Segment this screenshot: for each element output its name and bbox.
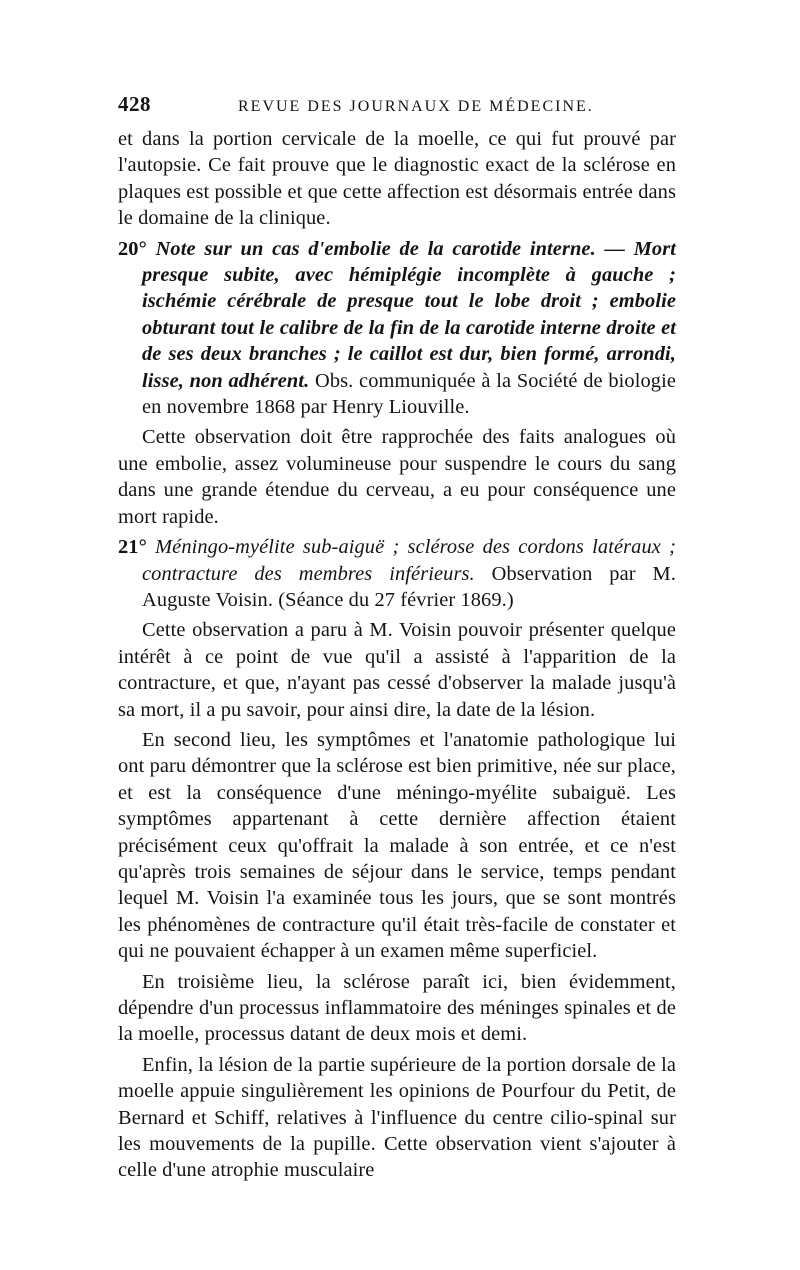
paragraph-final-point: Enfin, la lésion de la partie supérieure de la portion dorsale de la moelle appuie singulièrement les opinions de Pourfour du Petit, de Bernard et Schiff, relatives à l'influence du centre cilio-spinal sur les mouvements de la pupille. Cette observation vient s'ajouter à celle d'une atrophie musculaire — [118, 1053, 676, 1182]
entry-20 — [118, 236, 676, 421]
page-number: 428 — [118, 92, 151, 116]
entry-21-number: 21° — [118, 536, 147, 559]
paragraph-contracture-interest: Cette observation a paru à M. Voisin pouvoir présenter quelque intérêt à ce point de vue qu'il a assisté à l'apparition de la contracture, et que, n'ayant pas cessé d'observer la malade jusqu'à sa mort, il a pu savoir, pour ainsi dire, la date de la lésion. — [118, 619, 676, 721]
paragraph-third-point: En troisième lieu, la sclérose paraît ici, bien évidemment, dépendre d'un processus inflammatoire des méninges spinales et de la moelle, processus datant de deux mois et demi. — [118, 970, 676, 1046]
page-body — [118, 126, 676, 1184]
entry-21-source: Observation par M. Auguste Voisin. (Séance du 27 février 1869.) — [142, 562, 676, 611]
paragraph-continuation: et dans la portion cervicale de la moelle, ce qui fut prouvé par l'autopsie. Ce fait prouve que le diagnostic exact de la sclérose en plaques est possible et que cette affection est désormais entrée dans le domaine de la clinique. — [118, 128, 676, 230]
paragraph-second-point: En second lieu, les symptômes et l'anatomie pathologique lui ont paru démontrer que la sclérose est bien primitive, née sur place, et est la conséquence d'une méningo-myélite subaiguë. Les symptômes appartenant à cette dernière affection étaient précisément ceux qu'offrait la malade à son entrée, et ce n'est qu'après trois semaines de séjour dans le service, temps pendant lequel M. Voisin l'a examinée tous les jours, que se sont montrés les phénomènes de contracture qu'il était très-facile de constater et qui ne pouvaient échapper à un examen même superficiel. — [118, 728, 676, 963]
entry-21 — [118, 534, 676, 613]
entry-20-number: 20° — [118, 237, 147, 260]
entry-21-title: Méningo-myélite sub-aiguë ; sclérose des cordons latéraux ; contracture des membres inférieurs. — [142, 536, 676, 585]
paragraph-embolie-commentary: Cette observation doit être rapprochée des faits analogues où une embolie, assez volumineuse pour suspendre le cours du sang dans une grande étendue du cerveau, a eu pour conséquence une mort rapide. — [118, 426, 676, 528]
entry-20-source: Obs. communiquée à la Société de biologie en novembre 1868 par Henry Liouville. — [142, 369, 676, 419]
running-title: REVUE DES JOURNAUX DE MÉDECINE. — [238, 98, 594, 115]
book-page — [118, 92, 676, 1188]
entry-20-title: Note sur un cas d'embolie de la carotide interne. — Mort presque subite, avec hémiplégie incomplète à gauche ; ischémie cérébrale de presque tout le lobe droit ; embolie obturant tout le calibre de la fin de la carotide interne droite et de ses deux branches ; le caillot est dur, bien formé, arrondi, lisse, non adhérent. — [142, 237, 676, 392]
page-header — [118, 92, 676, 122]
